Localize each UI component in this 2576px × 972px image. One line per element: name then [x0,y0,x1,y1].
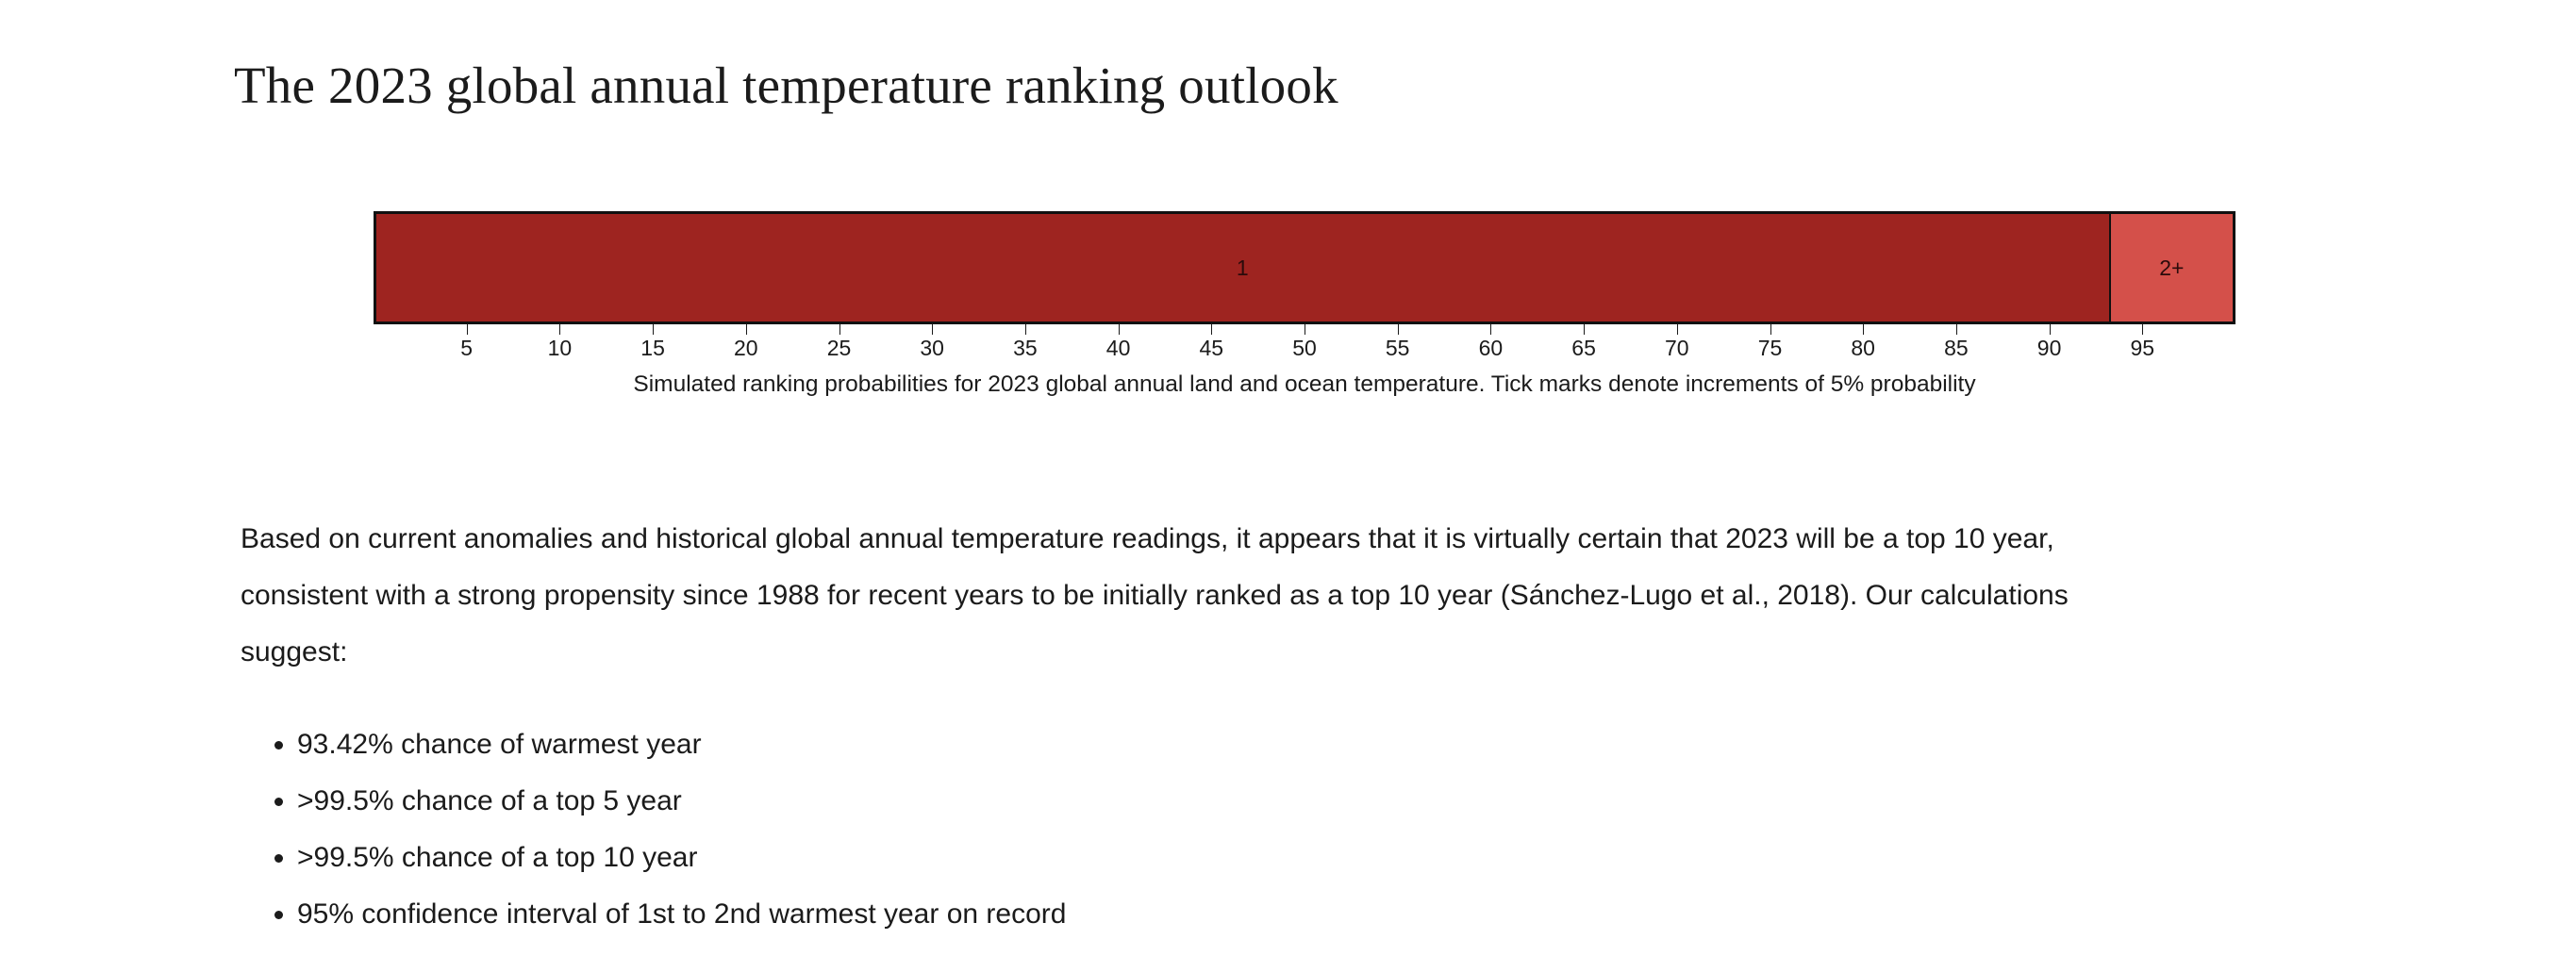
axis-tick [1398,324,1399,335]
axis-tick-label: 20 [734,336,758,360]
bar-segment-rank-2plus [2111,214,2233,321]
list-item: • 93.42% chance of warmest year [297,717,1995,773]
page-title: The 2023 global annual temperature ranking outlook [234,56,1338,114]
axis-tick [1956,324,1957,335]
axis-tick [467,324,468,335]
axis-tick-label: 45 [1199,336,1224,360]
axis-tick [2142,324,2143,335]
axis-tick [1119,324,1120,335]
axis-tick-label: 15 [640,336,665,360]
axis-tick [1584,324,1585,335]
axis-tick [559,324,560,335]
axis-tick [1025,324,1026,335]
list-item: • 95% confidence interval of 1st to 2nd warmest year on record [297,886,1995,943]
axis-tick [746,324,747,335]
axis-tick-label: 40 [1105,336,1131,360]
axis-tick [839,324,840,335]
axis-tick-label: 55 [1385,336,1410,360]
axis-tick-label: 65 [1571,336,1596,360]
axis-tick-label: 50 [1292,336,1317,360]
ranking-probability-chart [374,211,2235,397]
axis-tick [1770,324,1771,335]
x-axis [374,324,2235,368]
stacked-bar [374,211,2235,324]
axis-tick-label: 30 [920,336,944,360]
axis-tick-label: 95 [2130,336,2155,360]
axis-tick [1863,324,1864,335]
axis-tick-label: 90 [2036,336,2062,360]
axis-tick [653,324,654,335]
axis-tick-label: 75 [1757,336,1783,360]
axis-tick-label: 5 [460,336,474,360]
axis-tick-label: 80 [1851,336,1875,360]
body-paragraph: Based on current anomalies and historical global annual temperature readings, it appears that it is virtually certain that 2023 will be a top 10 year, consistent with a strong propensity since 1988 for recent years to be initially ranked as a top 10 year (Sánchez-Lugo et al., 2018). Our calculations suggest: [241,523,2069,667]
axis-tick-label: 25 [826,336,852,360]
bar-segment-rank-2plus-label: 2+ [2159,255,2185,280]
list-item: • >99.5% chance of a top 5 year [297,773,1995,830]
axis-tick-label: 60 [1478,336,1504,360]
axis-tick-label: 85 [1944,336,1969,360]
axis-tick [1490,324,1491,335]
bar-segment-rank-1 [376,214,2111,321]
chart-caption: Simulated ranking probabilities for 2023 global annual land and ocean temperature. Tick marks denote increments of 5% probability [633,371,1976,397]
axis-tick-label: 70 [1665,336,1689,360]
findings-list [241,717,1995,943]
axis-tick [1677,324,1678,335]
axis-tick-label: 10 [547,336,573,360]
bar-segment-rank-1-label: 1 [1236,255,1249,280]
axis-tick [932,324,933,335]
axis-tick [1211,324,1212,335]
axis-tick [2050,324,2051,335]
axis-tick-label: 35 [1013,336,1038,360]
list-item: • >99.5% chance of a top 10 year [297,830,1995,886]
